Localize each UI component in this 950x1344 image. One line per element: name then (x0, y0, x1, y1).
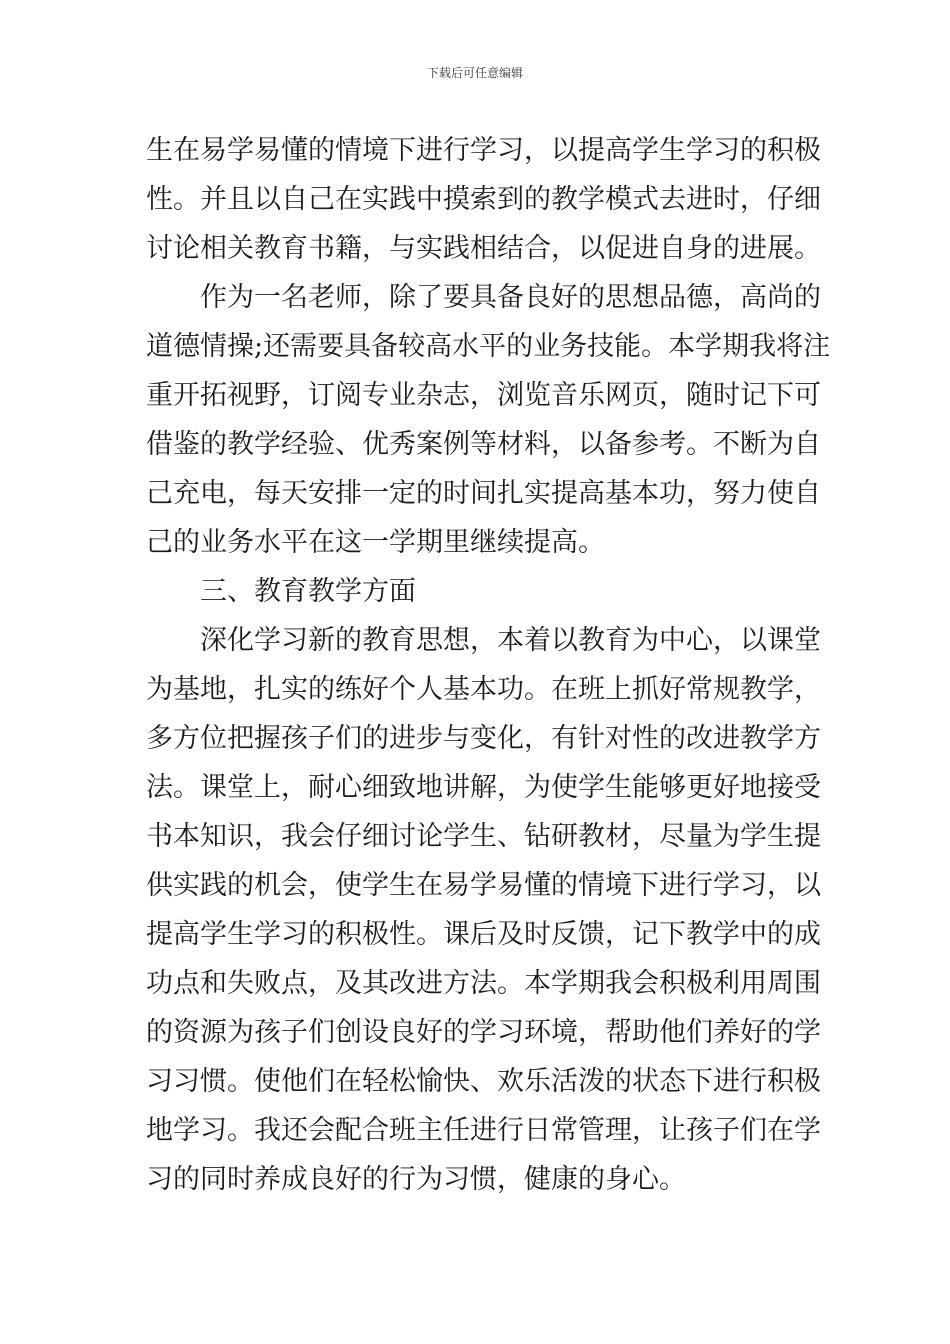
paragraph-start-line: 作为一名老师，除了要具备良好的思想品德，高尚的 (200, 282, 821, 313)
text-line: 书本知识，我会仔细讨论学生、钻研教材，尽量为学生提 (146, 821, 821, 852)
text-line: 法。课堂上，耐心细致地讲解，为使学生能够更好地接受 (146, 772, 821, 803)
text-line: 为基地，扎实的练好个人基本功。在班上抓好常规教学， (146, 674, 821, 705)
text-line: 的资源为孩子们创设良好的学习环境，帮助他们养好的学 (146, 1017, 821, 1048)
text-line: 己充电，每天安排一定的时间扎实提高基本功，努力使自 (146, 478, 821, 509)
text-line: 生在易学易懂的情境下进行学习，以提高学生学习的积极 (146, 135, 821, 166)
text-line: 提高学生学习的积极性。课后及时反馈，记下教学中的成 (146, 919, 821, 950)
text-line: 地学习。我还会配合班主任进行日常管理，让孩子们在学 (146, 1115, 821, 1146)
text-line: 道德情操;还需要具备较高水平的业务技能。本学期我将注 (146, 331, 831, 362)
text-line: 功点和失败点，及其改进方法。本学期我会积极利用周围 (146, 968, 821, 999)
text-line: 习习惯。使他们在轻松愉快、欢乐活泼的状态下进行积极 (146, 1066, 821, 1097)
text-line: 讨论相关教育书籍，与实践相结合，以促进自身的进展。 (146, 233, 821, 264)
page-header: 下载后可任意编辑 (426, 66, 523, 80)
section-heading: 三、教育教学方面 (200, 576, 416, 607)
text-line: 供实践的机会，使学生在易学易懂的情境下进行学习，以 (146, 870, 821, 901)
text-line: 性。并且以自己在实践中摸索到的教学模式去进时，仔细 (146, 184, 821, 215)
text-line: 多方位把握孩子们的进步与变化，有针对性的改进教学方 (146, 723, 821, 754)
paragraph-start-line: 深化学习新的教育思想，本着以教育为中心，以课堂 (200, 625, 821, 656)
document-body (146, 126, 831, 1204)
text-line: 重开拓视野，订阅专业杂志，浏览音乐网页，随时记下可 (146, 380, 821, 411)
text-line: 习的同时养成良好的行为习惯，健康的身心。 (146, 1164, 686, 1195)
text-line: 己的业务水平在这一学期里继续提高。 (146, 527, 605, 558)
text-line: 借鉴的教学经验、优秀案例等材料，以备参考。不断为自 (146, 429, 821, 460)
